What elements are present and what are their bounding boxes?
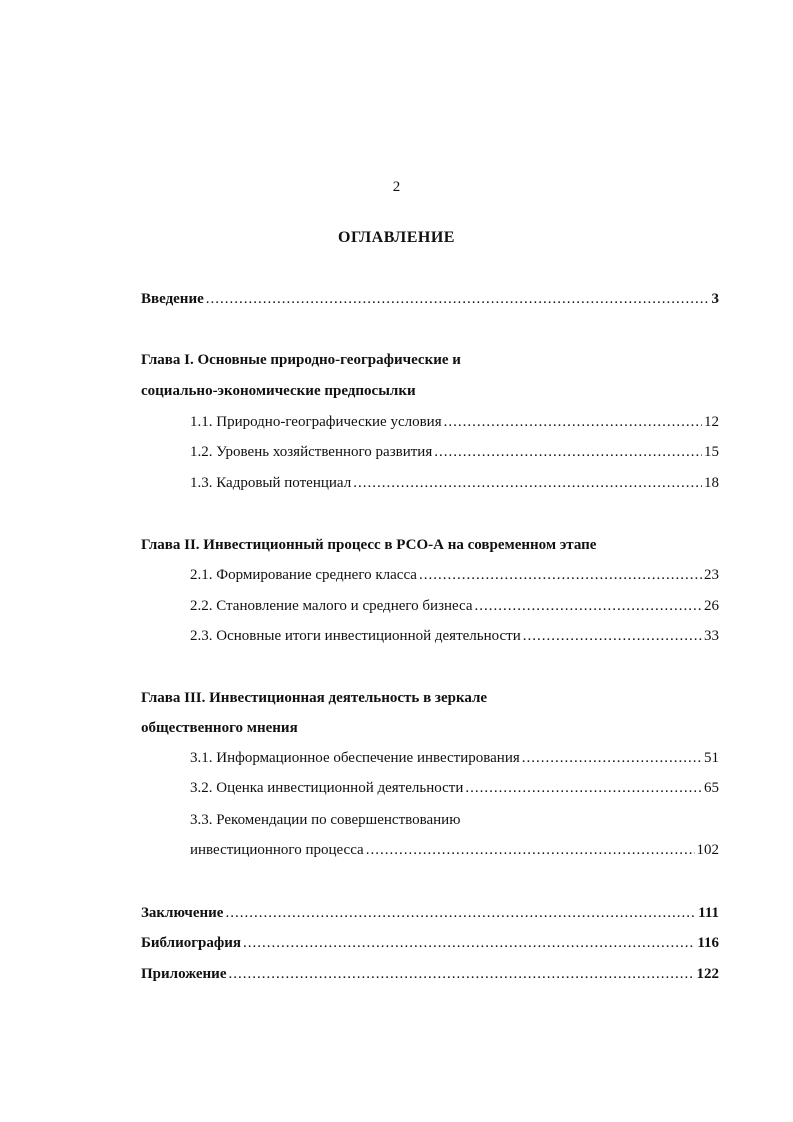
toc-entry-page: 26 — [704, 598, 719, 614]
toc-entry-label: 3.3. Рекомендации по совершенствованию — [190, 812, 461, 828]
toc-entry-label: 2.1. Формирование среднего класса — [190, 567, 417, 583]
dot-leader — [419, 565, 702, 585]
toc-entry-label: Введение — [141, 291, 204, 307]
dot-leader — [353, 473, 702, 493]
toc-entry-1-1[interactable] — [190, 412, 719, 432]
toc-entry-label: инвестиционного процесса — [190, 842, 364, 858]
toc-entry-3-3-line1[interactable] — [190, 810, 719, 830]
toc-entry-label: Заключение — [141, 905, 224, 921]
toc-entry-1-3[interactable] — [190, 473, 719, 493]
chapter2-title-line1[interactable]: Глава II. Инвестиционный процесс в РСО-А на современном этапе — [141, 537, 597, 553]
toc-entry-page: 23 — [704, 567, 719, 583]
dot-leader — [465, 778, 702, 798]
dot-leader — [434, 442, 702, 462]
toc-entry-page: 15 — [704, 444, 719, 460]
toc-entry-page: 12 — [704, 414, 719, 430]
page-number: 2 — [392, 179, 401, 195]
toc-entry-page: 122 — [696, 966, 719, 982]
toc-entry-2-2[interactable] — [190, 596, 719, 616]
dot-leader — [225, 903, 696, 923]
toc-entry-bibliography[interactable] — [141, 933, 719, 953]
toc-title: ОГЛАВЛЕНИЕ — [338, 229, 455, 246]
toc-entry-page: 33 — [704, 628, 719, 644]
toc-entry-label: 3.2. Оценка инвестиционной деятельности — [190, 780, 464, 796]
chapter1-title-line1[interactable]: Глава I. Основные природно-географические и — [141, 352, 461, 368]
toc-entry-page: 51 — [704, 750, 719, 766]
toc-entry-label: 3.1. Информационное обеспечение инвестирования — [190, 750, 520, 766]
dot-leader — [243, 933, 695, 953]
toc-entry-page: 3 — [711, 291, 719, 307]
dot-leader — [444, 412, 702, 432]
toc-entry-page: 18 — [704, 475, 719, 491]
toc-entry-page: 116 — [697, 935, 719, 951]
chapter1-title-line2[interactable]: социально-экономические предпосылки — [141, 383, 416, 399]
dot-leader — [523, 626, 702, 646]
toc-entry-label: 1.1. Природно-географические условия — [190, 414, 442, 430]
dot-leader — [522, 748, 702, 768]
toc-entry-label: 1.2. Уровень хозяйственного развития — [190, 444, 433, 460]
toc-entry-page: 65 — [704, 780, 719, 796]
toc-entry-3-1[interactable] — [190, 748, 719, 768]
toc-entry-2-3[interactable] — [190, 626, 719, 646]
dot-leader — [228, 964, 694, 984]
toc-entry-3-3[interactable] — [190, 840, 719, 860]
toc-entry-label: 2.2. Становление малого и среднего бизнеса — [190, 598, 473, 614]
toc-entry-1-2[interactable] — [190, 442, 719, 462]
toc-entry-conclusion[interactable] — [141, 903, 719, 923]
toc-entry-intro[interactable] — [141, 289, 719, 309]
toc-entry-2-1[interactable] — [190, 565, 719, 585]
toc-entry-label: Библиография — [141, 935, 242, 951]
chapter3-title-line1[interactable]: Глава III. Инвестиционная деятельность в зеркале — [141, 690, 488, 706]
toc-entry-label: Приложение — [141, 966, 227, 982]
toc-entry-page: 102 — [696, 842, 719, 858]
chapter3-title-line2[interactable]: общественного мнения — [141, 720, 298, 736]
toc-entry-appendix[interactable] — [141, 964, 719, 984]
toc-entry-3-2[interactable] — [190, 778, 719, 798]
toc-entry-label: 2.3. Основные итоги инвестиционной деятельности — [190, 628, 521, 644]
dot-leader — [206, 289, 710, 309]
toc-entry-page: 111 — [698, 905, 719, 921]
dot-leader — [366, 840, 695, 860]
dot-leader — [475, 596, 702, 616]
toc-entry-label: 1.3. Кадровый потенциал — [190, 475, 352, 491]
